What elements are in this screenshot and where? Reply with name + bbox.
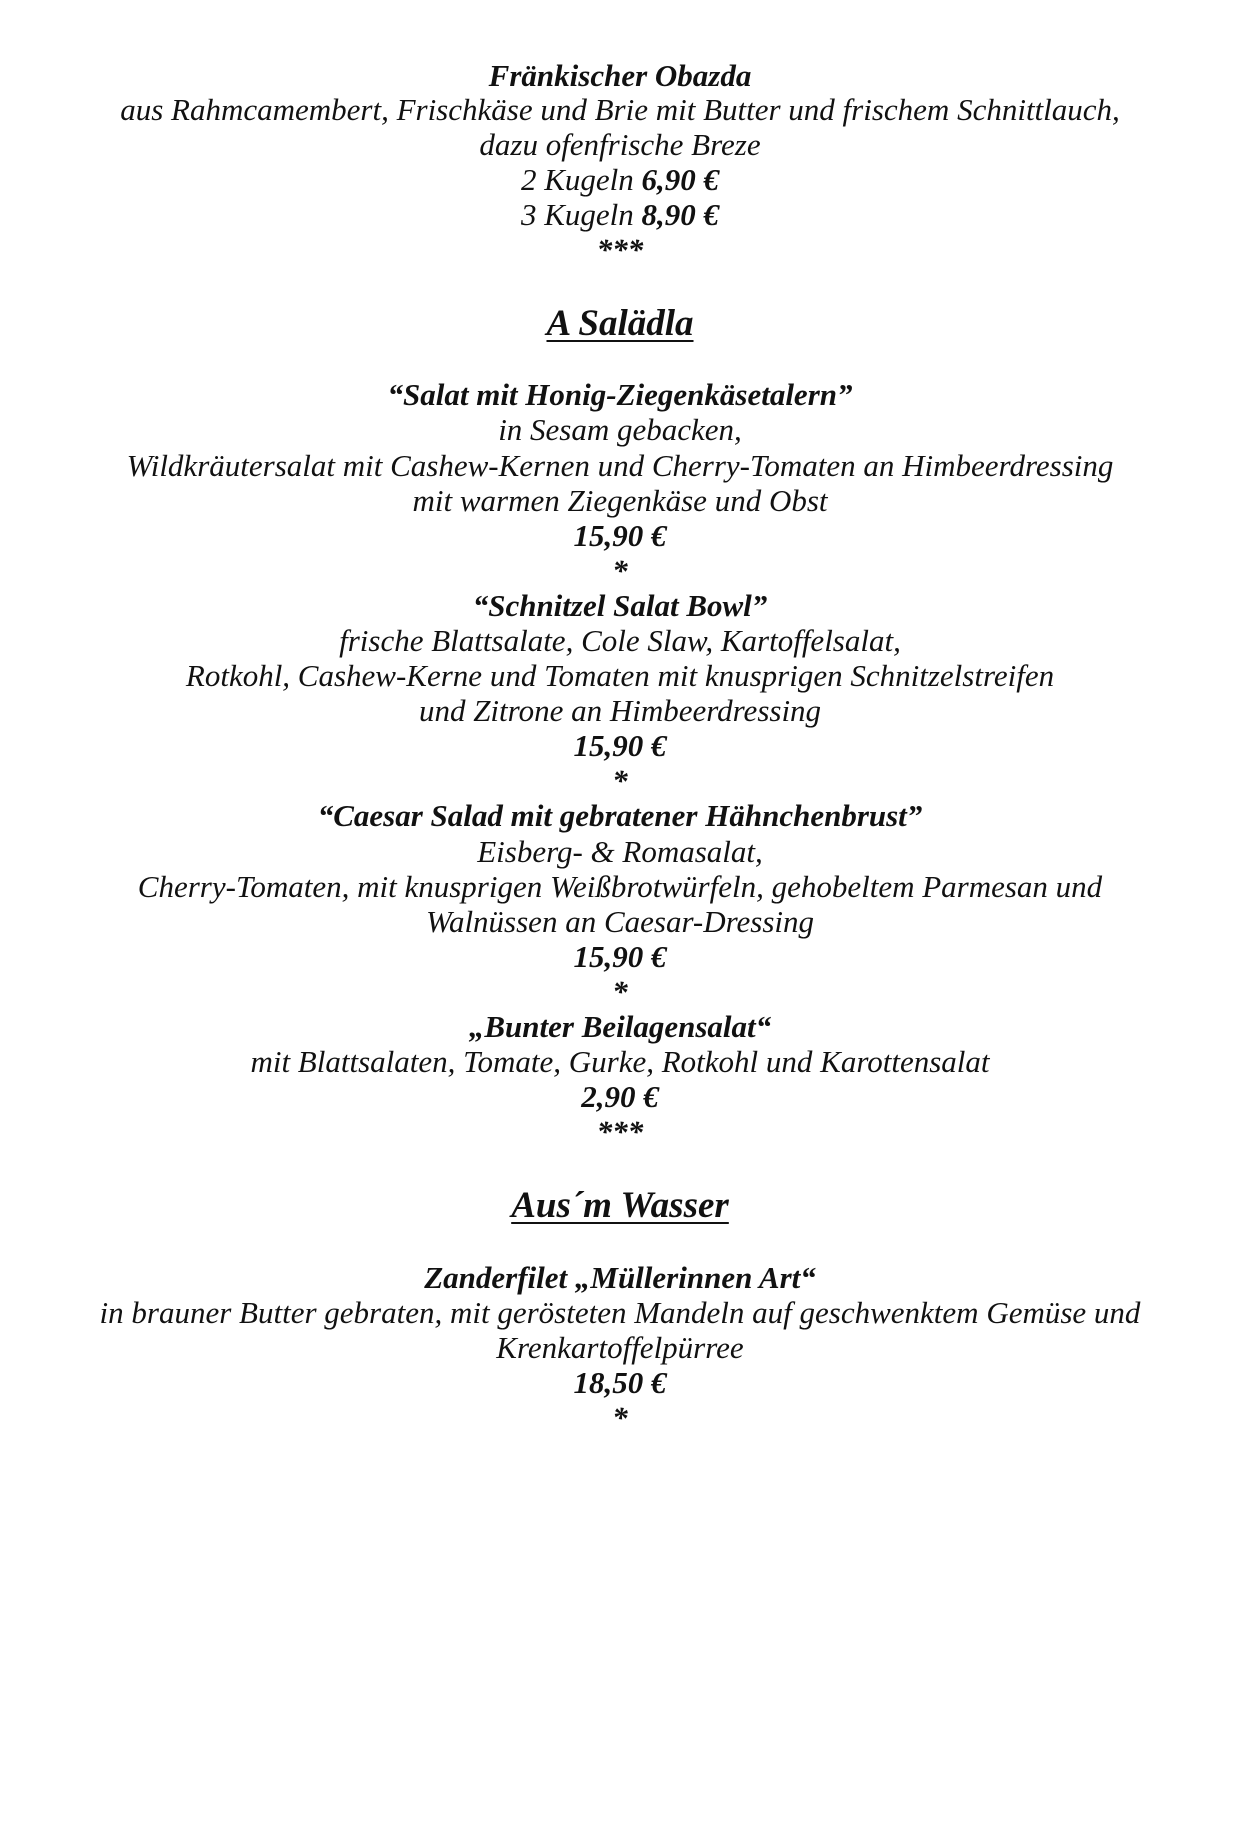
section-heading-text: Aus´m Wasser xyxy=(511,1185,729,1226)
dish-option xyxy=(0,160,1240,200)
dish-title: “Salat mit Honig-Ziegenkäsetalern” xyxy=(387,377,853,412)
dish-description: Cherry-Tomaten, mit knusprigen Weißbrotwürfeln, gehobeltem Parmesan und xyxy=(137,869,1103,904)
dish-price: 2,90 € xyxy=(581,1079,659,1114)
dish-description: Walnüssen an Caesar-Dressing xyxy=(425,904,815,939)
separator: * xyxy=(612,553,628,588)
dish-price: 18,50 € xyxy=(573,1365,667,1400)
section-heading xyxy=(0,1183,1240,1229)
separator: * xyxy=(612,1400,628,1435)
dish-description: in brauner Butter gebraten, mit gerösteten Mandeln auf geschwenktem Gemüse und xyxy=(99,1295,1141,1330)
dish-price: 15,90 € xyxy=(573,518,667,553)
section-heading-text: A Salädla xyxy=(546,303,694,344)
dish-title: “Schnitzel Salat Bowl” xyxy=(472,588,768,623)
dish-description: aus Rahmcamembert, Frischkäse und Brie mit Butter und frischem Schnittlauch, xyxy=(120,92,1120,127)
dish-description: frische Blattsalate, Cole Slaw, Kartoffelsalat, xyxy=(339,623,901,658)
dish-price: 15,90 € xyxy=(573,939,667,974)
dish-description: mit warmen Ziegenkäse und Obst xyxy=(412,483,828,518)
dish-price: 15,90 € xyxy=(573,728,667,763)
dish-option xyxy=(0,195,1240,235)
option-price: 6,90 € xyxy=(641,162,720,197)
dish-description: Krenkartoffelpürree xyxy=(496,1330,744,1365)
option-label: 2 Kugeln xyxy=(520,162,642,197)
separator: * xyxy=(612,763,628,798)
separator: * xyxy=(612,974,628,1009)
separator: *** xyxy=(596,232,644,267)
dish-description: in Sesam gebacken, xyxy=(498,412,742,447)
dish-description: und Zitrone an Himbeerdressing xyxy=(418,693,822,728)
dish-description: Wildkräutersalat mit Cashew-Kernen und Cherry-Tomaten an Himbeerdressing xyxy=(126,448,1114,483)
section-heading xyxy=(0,301,1240,347)
separator: *** xyxy=(596,1114,644,1149)
dish-title: „Bunter Beilagensalat“ xyxy=(468,1009,772,1044)
dish-description: Eisberg- & Romasalat, xyxy=(477,834,763,869)
dish-title: Fränkischer Obazda xyxy=(488,58,752,93)
dish-description: dazu ofenfrische Breze xyxy=(479,127,761,162)
dish-description: Rotkohl, Cashew-Kerne und Tomaten mit knusprigen Schnitzelstreifen xyxy=(185,658,1055,693)
dish-description: mit Blattsalaten, Tomate, Gurke, Rotkohl und Karottensalat xyxy=(250,1044,990,1079)
dish-title: Zanderfilet „Müllerinnen Art“ xyxy=(424,1260,816,1295)
option-label: 3 Kugeln xyxy=(520,197,642,232)
dish-title: “Caesar Salad mit gebratener Hähnchenbrust” xyxy=(317,798,923,833)
option-price: 8,90 € xyxy=(641,197,720,232)
